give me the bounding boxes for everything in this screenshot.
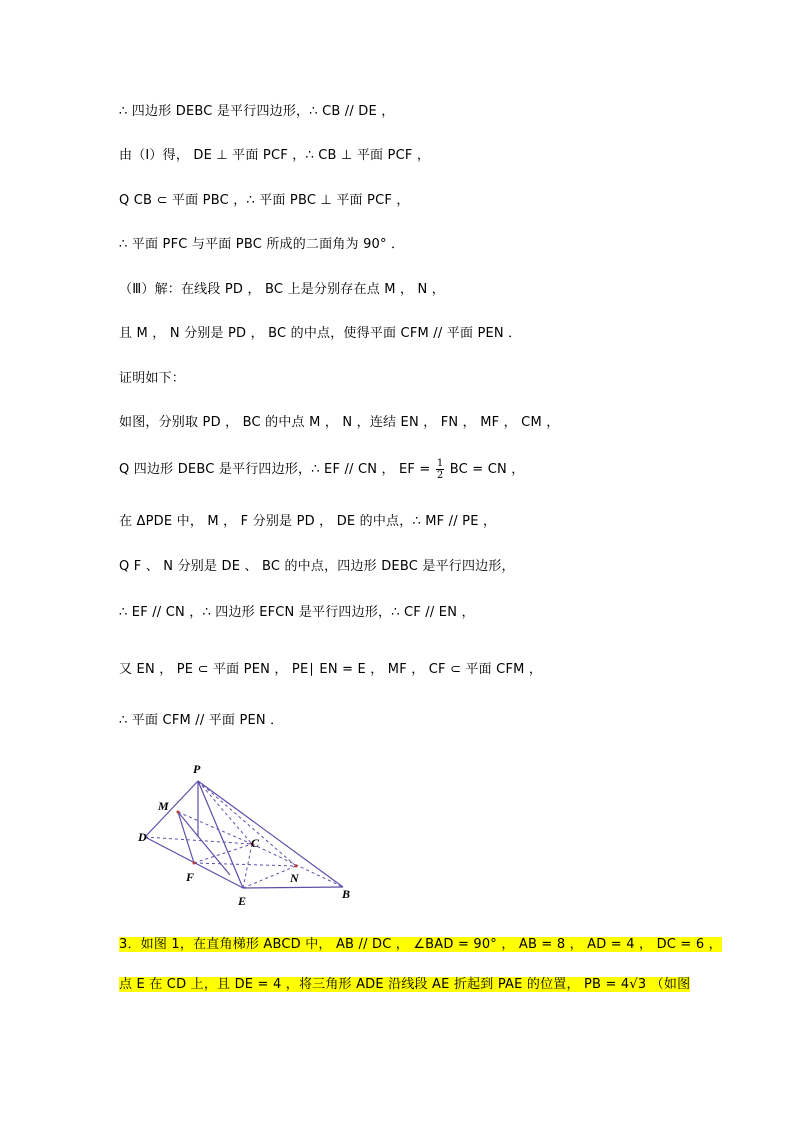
label-P: P	[193, 762, 201, 776]
point-M	[177, 811, 180, 814]
edge-FC	[194, 844, 252, 863]
text-line: ∴ 四边形 DEBC 是平行四边形，∴ CB // DE ，	[119, 104, 395, 119]
fraction-numerator: 1	[436, 458, 444, 469]
label-E: E	[238, 894, 247, 908]
edge-FN	[194, 863, 296, 866]
text-line: Q F 、 N 分别是 DE 、 BC 的中点，四边形 DEBC 是平行四边形，	[119, 559, 515, 574]
text-line: 又 EN ， PE ⊂ 平面 PEN ， PE∣ EN = E ， MF ， CF ⊂ 平面 CFM ，	[119, 662, 543, 677]
text-line: ∴ 平面 PFC 与平面 PBC 所成的二面角为 90° ．	[119, 237, 405, 252]
text-line: 证明如下：	[119, 371, 186, 386]
text-line: 如图，分别取 PD ， BC 的中点 M ， N ，连结 EN ， FN ， MF ， CM ，	[119, 415, 560, 430]
point-F	[193, 862, 196, 865]
edge-EN	[243, 866, 296, 888]
point-N	[295, 865, 298, 868]
text-line: ∴ EF // CN ，∴ 四边形 EFCN 是平行四边形，∴ CF // EN ，	[119, 605, 475, 620]
label-F: F	[186, 870, 195, 884]
edge-DC	[145, 837, 252, 844]
highlighted-text: 点 E 在 CD 上，且 DE = 4 ，将三角形 ADE 沿线段 AE 折起到 PAE 的位置， PB = 4√3 （如图	[119, 977, 691, 992]
edge-EC	[243, 844, 252, 888]
fraction-denominator: 2	[436, 470, 444, 481]
label-M: M	[158, 799, 169, 813]
label-D: D	[138, 830, 147, 844]
text-line	[119, 975, 690, 995]
text-line	[119, 458, 524, 481]
text-line: 且 M ， N 分别是 PD ， BC 的中点，使得平面 CFM // 平面 PEN ．	[119, 326, 522, 341]
text-line	[119, 935, 722, 955]
text-line: （Ⅲ）解：在线段 PD ， BC 上是分别存在点 M ， N ，	[119, 282, 445, 297]
edge-PD	[145, 781, 198, 837]
label-C: C	[251, 836, 260, 850]
edge-MC	[178, 812, 252, 844]
text-segment: Q 四边形 DEBC 是平行四边形，∴ EF // CN ， EF =	[119, 462, 431, 477]
text-line: Q CB ⊂ 平面 PBC ，∴ 平面 PBC ⊥ 平面 PCF ，	[119, 193, 410, 208]
edge-EB	[243, 887, 343, 888]
highlighted-text: 3．如图 1，在直角梯形 ABCD 中， AB // DC ， ∠BAD = 90° ， AB = 8 ， AD = 4 ， DC = 6 ，	[119, 937, 722, 952]
edge-ME	[178, 812, 230, 875]
text-segment: BC = CN ，	[449, 462, 525, 477]
text-line: 由（Ⅰ）得， DE ⊥ 平面 PCF ，∴ CB ⊥ 平面 PCF ，	[119, 148, 431, 163]
label-B: B	[342, 887, 351, 901]
geometry-figure	[130, 755, 370, 915]
text-line: 在 ΔPDE 中， M ， F 分别是 PD ， DE 的中点，∴ MF // PE ，	[119, 514, 497, 529]
text-line: ∴ 平面 CFM // 平面 PEN ．	[119, 713, 284, 728]
fraction	[436, 458, 445, 481]
edge-PC	[198, 781, 252, 844]
label-N: N	[290, 871, 299, 885]
